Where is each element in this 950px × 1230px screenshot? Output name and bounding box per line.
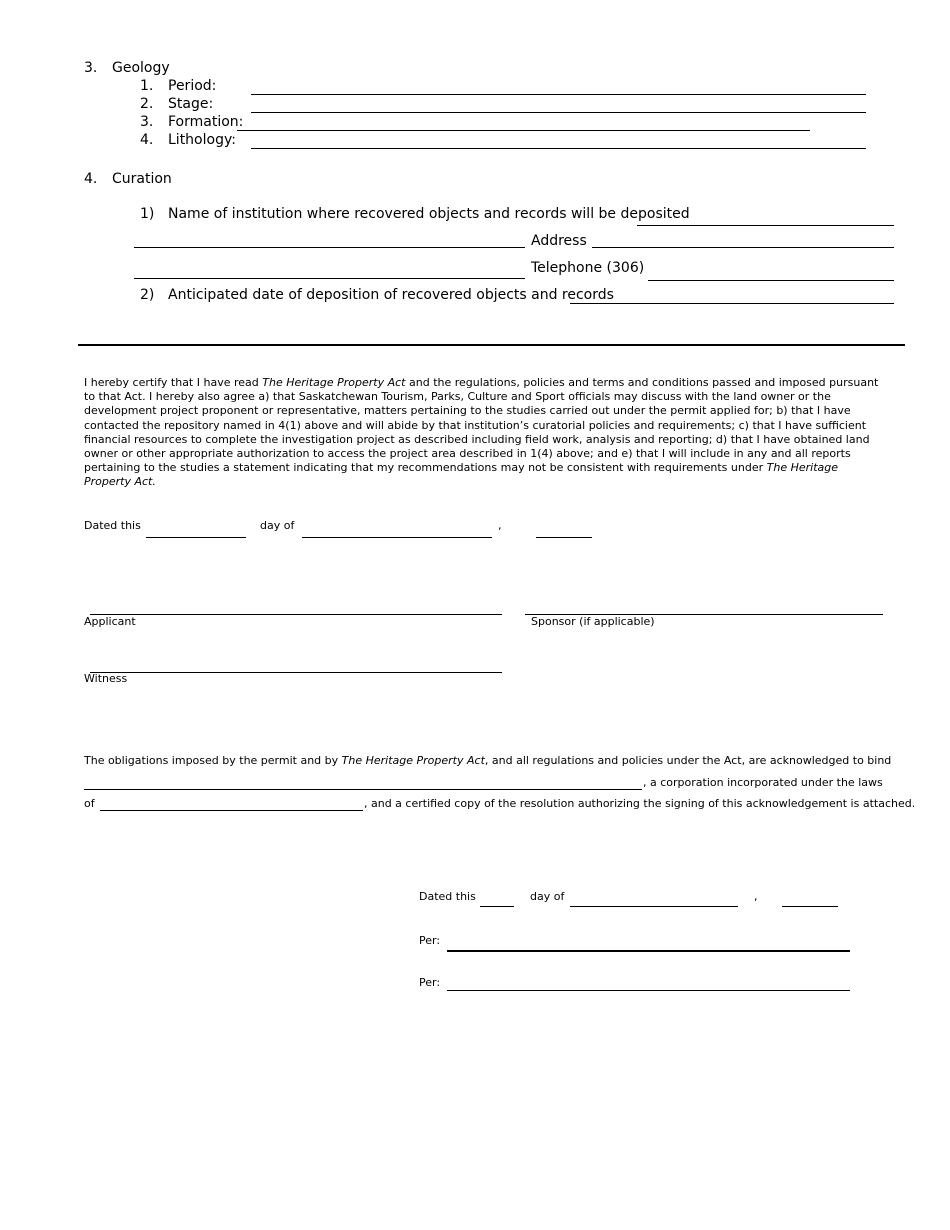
formation-field[interactable]: [237, 130, 810, 131]
per-label-1: Per:: [419, 934, 441, 947]
dated-year-field[interactable]: [536, 537, 592, 538]
corp-day-of-label: day of: [530, 890, 565, 903]
lithology-number: 4.: [140, 132, 154, 148]
stage-field[interactable]: [251, 112, 866, 113]
witness-label: Witness: [84, 672, 128, 685]
period-field[interactable]: [251, 94, 866, 95]
institution-field-line2[interactable]: [134, 247, 525, 248]
curation-number: 4.: [84, 171, 98, 187]
applicant-label: Applicant: [84, 615, 136, 628]
of-label: of: [84, 797, 95, 810]
corporation-text: , a corporation incorporated under the laws: [643, 776, 883, 789]
per-label-2: Per:: [419, 976, 441, 989]
jurisdiction-field[interactable]: [100, 810, 363, 811]
witness-signature-field[interactable]: [90, 672, 502, 673]
formation-label: Formation:: [168, 114, 244, 130]
dated-month-field[interactable]: [302, 537, 492, 538]
applicant-signature-field[interactable]: [90, 614, 502, 615]
per-signature-field-2[interactable]: [447, 990, 850, 991]
institution-label: Name of institution where recovered objects and records will be deposited: [168, 206, 690, 222]
geology-title: Geology: [112, 60, 170, 76]
corporation-name-field[interactable]: [84, 789, 642, 790]
sponsor-label: Sponsor (if applicable): [531, 615, 655, 628]
dated-this-label: Dated this: [84, 519, 141, 532]
cert-act-title-1: The Heritage Property Act: [262, 376, 406, 389]
date-comma: ,: [498, 519, 502, 532]
lithology-field[interactable]: [251, 148, 866, 149]
period-number: 1.: [140, 78, 154, 94]
corp-dated-this-label: Dated this: [419, 890, 476, 903]
obligations-text-2: , and all regulations and policies under the Act, are acknowledged to bind: [484, 754, 892, 767]
day-of-label: day of: [260, 519, 295, 532]
dated-day-field[interactable]: [146, 537, 246, 538]
cert-text-2: and the regulations, policies and terms and conditions passed and imposed pursuant to that Act. I hereby also agree a) that Saskatchewan Tourism, Parks, Culture and Sport officials may discuss with the land owner or the development project proponent or representative, matters pertaining to the studies carried out under the permit applied for; b) that I have contacted the repository named in 4(1) above and will abide by that institution’s curatorial policies and requirements; c) that I have sufficient financial resources to complete the investigation project as described including field work, analysis and reporting; d) that I have obtained land owner or other appropriate authorization to access the project area described in 1(4) above; and e) that I will include in any and all reports pertaining to the studies a statement indicating that my recommendations may not be consistent with requirements under: [84, 376, 879, 475]
resolution-text: , and a certified copy of the resolution authorizing the signing of this acknowledgement is attached.: [364, 797, 916, 810]
obligations-act-title: The Heritage Property Act: [341, 754, 485, 767]
corp-dated-year-field[interactable]: [782, 906, 838, 907]
stage-label: Stage:: [168, 96, 214, 112]
stage-number: 2.: [140, 96, 154, 112]
deposition-date-field[interactable]: [570, 303, 894, 304]
corp-dated-month-field[interactable]: [570, 906, 738, 907]
institution-field[interactable]: [637, 225, 894, 226]
deposition-label: Anticipated date of deposition of recovered objects and records: [168, 287, 614, 303]
section-divider: [78, 344, 905, 346]
corp-dated-day-field[interactable]: [480, 906, 514, 907]
institution-number: 1): [140, 206, 155, 222]
deposition-number: 2): [140, 287, 155, 303]
cert-act-title-2: The Heritage Property Act.: [84, 461, 839, 489]
corp-date-comma: ,: [754, 890, 758, 903]
cert-text-1: I hereby certify that I have read: [84, 376, 263, 389]
lithology-label: Lithology:: [168, 132, 236, 148]
certification-paragraph: [84, 376, 884, 490]
address-label: Address: [531, 233, 587, 249]
formation-number: 3.: [140, 114, 154, 130]
address-field[interactable]: [592, 247, 894, 248]
obligations-text-1: The obligations imposed by the permit and by: [84, 754, 342, 767]
curation-title: Curation: [112, 171, 172, 187]
geology-number: 3.: [84, 60, 98, 76]
address-field-line2[interactable]: [134, 278, 525, 279]
obligations-paragraph: [84, 755, 891, 766]
telephone-label: Telephone (306): [531, 260, 645, 276]
per-signature-field-1[interactable]: [447, 950, 850, 952]
period-label: Period:: [168, 78, 217, 94]
telephone-field[interactable]: [648, 280, 894, 281]
